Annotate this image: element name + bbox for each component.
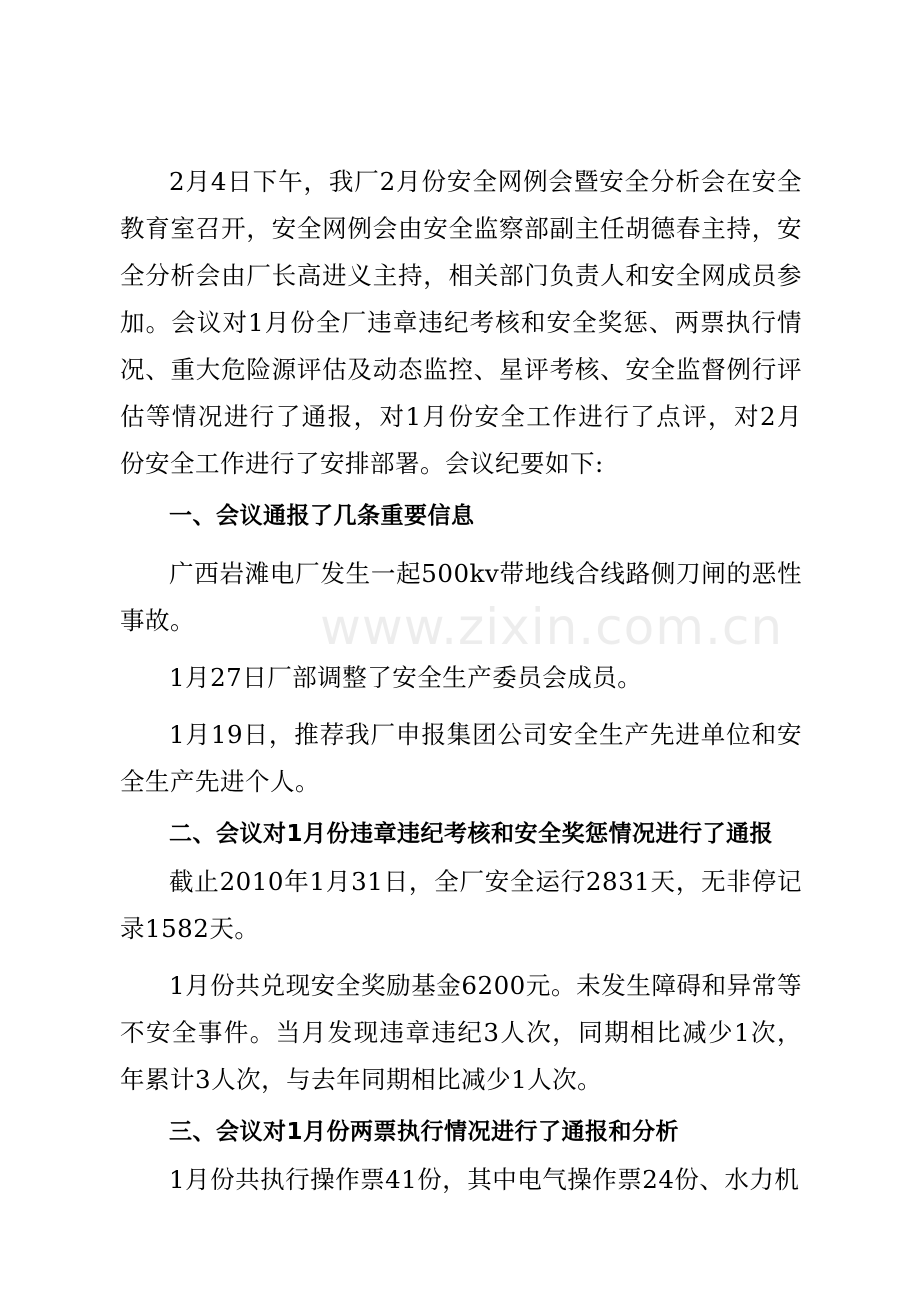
watermark-text: www.zixin.com.cn [320, 598, 784, 656]
document-page [120, 158, 802, 1203]
section-3-heading: 三、会议对1月份两票执行情况进行了通报和分析 [169, 1119, 680, 1145]
section-3-paragraph-1: 1月份共执行操作票41份，其中电气操作票24份、水力机 [169, 1165, 800, 1194]
section-2-paragraph-2: 1月份共兑现安全奖励基金6200元。未发生障碍和异常等不安全事件。当月发现违章违纪3人次，同期相比减少1次，年累计3人次，与去年同期相比减少1人次。 [120, 971, 802, 1094]
section-1-paragraph-2: 1月27日厂部调整了安全生产委员会成员。 [169, 663, 643, 692]
intro-paragraph: 2月4日下午，我厂2月份安全网例会暨安全分析会在安全教育室召开，安全网例会由安全监察部副主任胡德春主持，安全分析会由厂长高进义主持，相关部门负责人和安全网成员参加。会议对1月份全厂违章违纪考核和安全奖惩、两票执行情况、重大危险源评估及动态监控、星评考核、安全监督例行评估等情况进行了通报，对1月份安全工作进行了点评，对2月份安全工作进行了安排部署。会议纪要如下: [120, 167, 802, 478]
section-2-paragraph-1: 截止2010年1月31日，全厂安全运行2831天，无非停记录1582天。 [120, 867, 802, 943]
section-1-heading: 一、会议通报了几条重要信息 [169, 503, 475, 529]
section-1-paragraph-3: 1月19日，推荐我厂申报集团公司安全生产先进单位和安全生产先进个人。 [120, 720, 802, 796]
section-2-heading: 二、会议对1月份违章违纪考核和安全奖惩情况进行了通报 [169, 821, 774, 847]
section-1-paragraph-1: 广西岩滩电厂发生一起500kv带地线合线路侧刀闸的恶性事故。 [120, 559, 802, 635]
